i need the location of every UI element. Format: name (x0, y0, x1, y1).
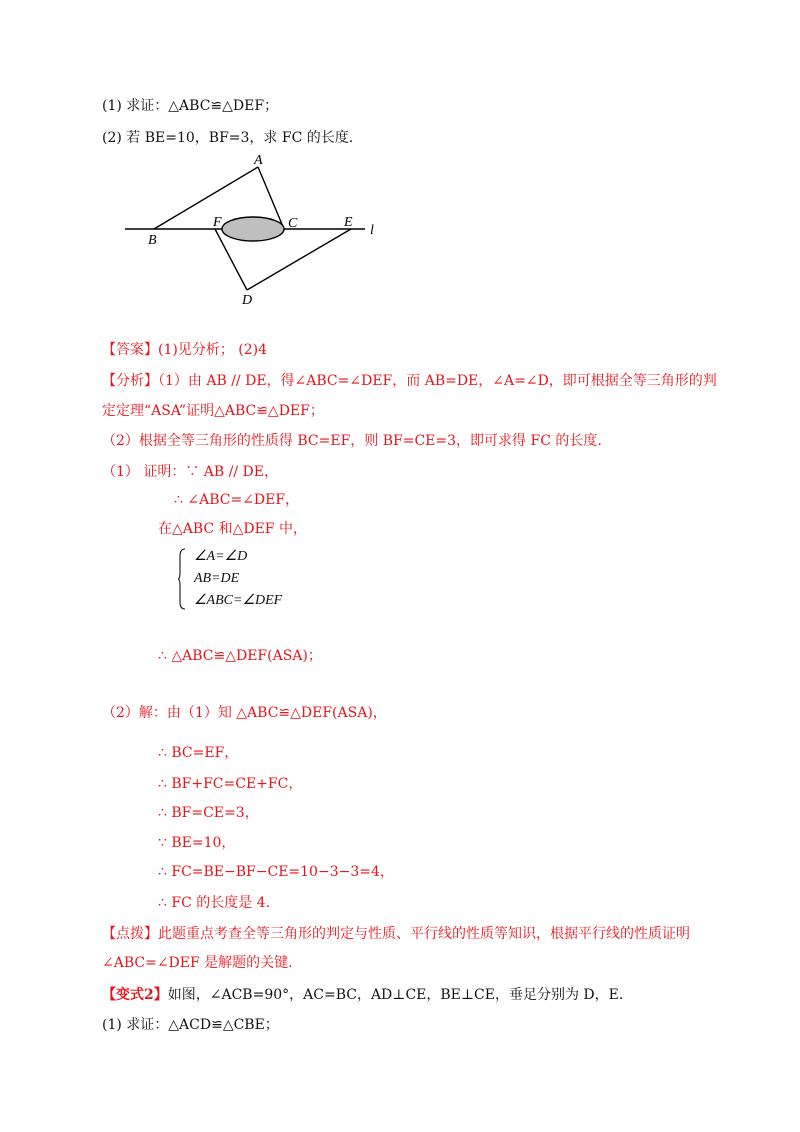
equation-system (186, 546, 282, 612)
proof1-line-1: （1） 证明：∵ AB // DE， (102, 464, 278, 480)
proof2-step-6: ∴ FC 的长度是 4. (158, 895, 271, 911)
label-F: F (213, 215, 222, 230)
proof2-step-4: ∵ BE=10， (158, 835, 236, 851)
proof2-line-1: （2）解：由（1）知 △ABC≌△DEF(ASA)， (102, 705, 387, 721)
variant-tag: 【变式2】 (102, 987, 168, 1003)
proof1-line-3: 在△ABC 和△DEF 中， (158, 521, 307, 537)
label-A: A (254, 153, 263, 168)
geometry-figure (120, 150, 390, 310)
label-l: l (370, 223, 374, 238)
analysis-line-3: （2）根据全等三角形的性质得 BC=EF，则 BF=CE=3，即可求得 FC 的长度. (102, 433, 602, 449)
variant-line-1: 【变式2】如图，∠ACB=90°，AC=BC，AD⊥CE，BE⊥CE，垂足分别为 D，E. (102, 987, 624, 1003)
label-E: E (344, 215, 353, 230)
label-C: C (288, 216, 298, 231)
tip-line-1: 【点拨】此题重点考查全等三角形的判定与性质、平行线的性质等知识，根据平行线的性质证明 (102, 926, 690, 942)
left-brace (178, 548, 186, 610)
proof1-conclusion: ∴ △ABC≌△DEF(ASA)； (158, 648, 322, 664)
proof2-step-5: ∴ FC=BE−BF−CE=10−3−3=4， (158, 864, 394, 880)
system-row-2: AB=DE (194, 571, 240, 586)
tip-line-2: ∠ABC=∠DEF 是解题的关键. (102, 955, 293, 971)
analysis-line-1: 【分析】（1）由 AB // DE，得∠ABC=∠DEF，而 AB=DE，∠A=∠D，即可根据全等三角形的判 (102, 373, 717, 389)
variant-line-2: (1) 求证：△ACD≌△CBE； (102, 1017, 279, 1033)
system-row-3: ∠ABC=∠DEF (194, 593, 283, 608)
covered-ellipse (222, 217, 284, 241)
proof2-step-3: ∴ BF=CE=3， (158, 805, 259, 821)
system-row-1: ∠A=∠D (194, 549, 248, 564)
question-1: (1) 求证：△ABC≌△DEF； (102, 98, 279, 114)
question-2: (2) 若 BE=10，BF=3，求 FC 的长度. (102, 130, 354, 146)
analysis-line-2: 定定理“ASA”证明△ABC≌△DEF； (102, 403, 324, 419)
proof2-step-1: ∴ BC=EF， (158, 745, 239, 761)
label-B: B (148, 233, 157, 248)
proof1-line-2: ∴ ∠ABC=∠DEF， (174, 492, 300, 508)
label-D: D (242, 293, 253, 308)
answer-header: 【答案】(1)见分析； (2)4 (102, 342, 268, 358)
proof2-step-2: ∴ BF+FC=CE+FC， (158, 776, 303, 792)
